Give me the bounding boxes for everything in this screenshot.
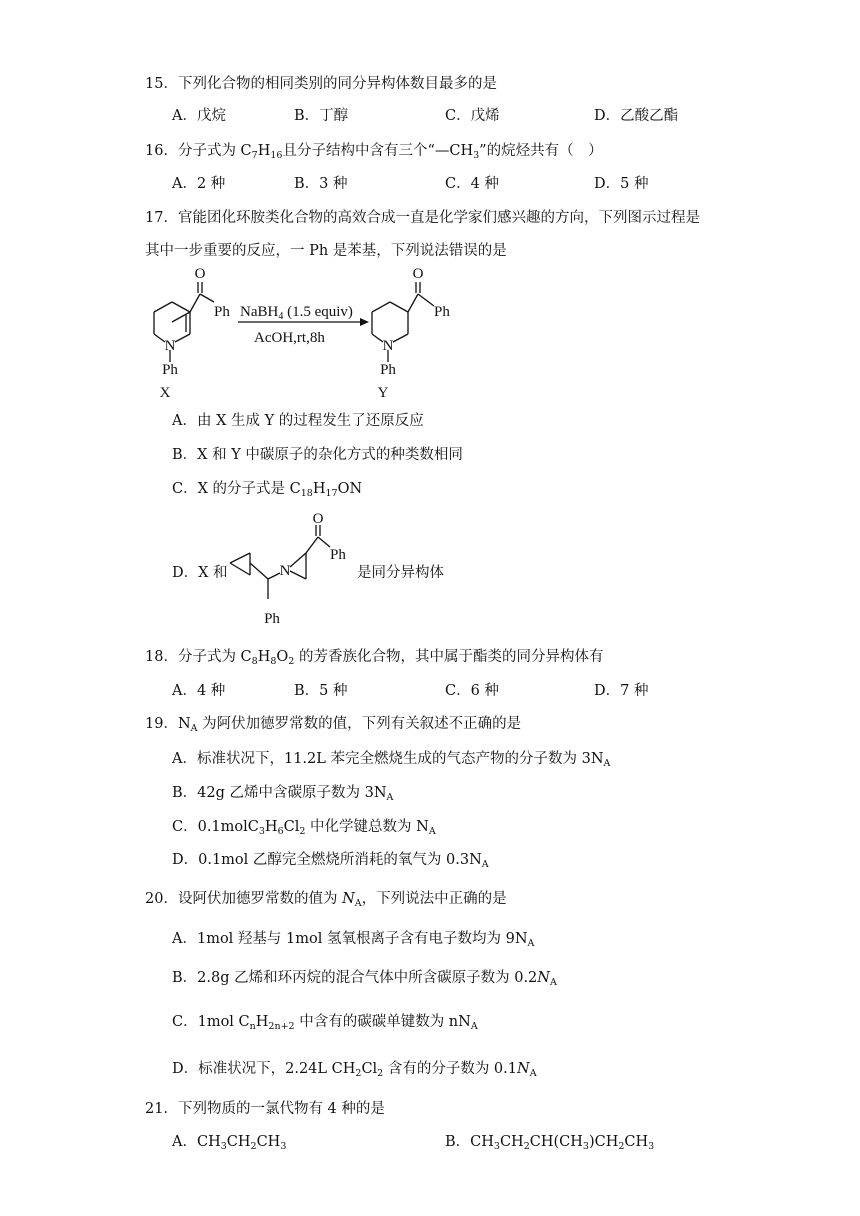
svg-text:Ph: Ph — [380, 362, 396, 378]
svg-text:AcOH,rt,8h: AcOH,rt,8h — [254, 330, 325, 346]
reaction-scheme — [140, 266, 470, 402]
q15-option-c: C．戊烯 — [445, 108, 500, 124]
question-16-stem: 16．分子式为 $C_7H_{16}$且分子结构中含有三个“$—CH_3$”的烷烃共有（ ） — [145, 143, 603, 161]
svg-text:Ph: Ph — [330, 547, 346, 563]
question-15-stem: 15．下列化合物的相同类别的同分异构体数目最多的是 — [145, 76, 497, 92]
q17-option-d-suffix: 是同分异构体 — [357, 565, 444, 581]
q15-option-b: B．丁醇 — [294, 108, 349, 124]
q20-option-c: C．1mol $C_nH_{2n+2}$ 中含有的碳碳单键数为 $nN_A$ — [172, 1014, 478, 1032]
q18-option-b: B．5 种 — [294, 683, 348, 699]
q16-option-a: A．2 种 — [172, 176, 226, 192]
isomer-structure — [226, 513, 356, 629]
q19-option-b: B．42g 乙烯中含碳原子数为 $3N_A$ — [172, 785, 394, 803]
question-18-stem: 18．分子式为 $C_8H_8O_2$ 的芳香族化合物，其中属于酯类的同分异构体有 — [145, 649, 604, 667]
question-17-stem-line2: 其中一步重要的反应，一 Ph 是苯基，下列说法错误的是 — [145, 243, 507, 259]
q16-option-b: B．3 种 — [294, 176, 348, 192]
svg-text:O: O — [312, 513, 324, 527]
question-17-stem-line1: 17．官能团化环胺类化合物的高效合成一直是化学家们感兴趣的方向，下列图示过程是 — [145, 210, 700, 226]
question-21-stem: 21．下列物质的一氯代物有 4 种的是 — [145, 1101, 385, 1117]
svg-text:Ph: Ph — [264, 611, 280, 627]
q18-option-a: A．4 种 — [172, 683, 226, 699]
question-19-stem: 19．$N_A$ 为阿伏加德罗常数的值，下列有关叙述不正确的是 — [145, 716, 522, 734]
q16-option-d: D．5 种 — [594, 176, 649, 192]
svg-text:N: N — [164, 338, 176, 354]
q18-option-c: C．6 种 — [445, 683, 499, 699]
svg-text:N: N — [279, 563, 291, 579]
q17-option-b: B．X 和 Y 中碳原子的杂化方式的种类数相同 — [172, 447, 463, 463]
q15-option-d: D．乙酸乙酯 — [594, 108, 679, 124]
q19-option-c: C．$0.1molC_3H_6Cl_2$ 中化学键总数为 $N_A$ — [172, 819, 436, 837]
q19-option-a: A．标准状况下，11.2L 苯完全燃烧生成的气态产物的分子数为 $3N_A$ — [172, 751, 611, 769]
q20-option-d: D．标准状况下，2.24L $CH_2Cl_2$ 含有的分子数为 $0.1N_A$ — [172, 1061, 537, 1079]
q20-option-a: A．1mol 羟基与 1mol 氢氧根离子含有电子数均为 $9N_A$ — [172, 931, 535, 949]
q17-option-c: C．X 的分子式是 $C_{18}H_{17}ON$ — [172, 481, 363, 499]
q18-option-d: D．7 种 — [594, 683, 649, 699]
svg-text:O: O — [194, 266, 206, 282]
svg-text:N: N — [382, 338, 394, 354]
svg-text:O: O — [412, 266, 424, 282]
q17-option-a: A．由 X 生成 Y 的过程发生了还原反应 — [172, 413, 424, 429]
q19-option-d: D．0.1mol 乙醇完全燃烧所消耗的氧气为 $0.3N_A$ — [172, 852, 489, 870]
q21-option-b: B．$CH_3CH_2CH(CH_3)CH_2CH_3$ — [445, 1134, 655, 1152]
svg-text:Ph: Ph — [214, 304, 230, 320]
q16-option-c: C．4 种 — [445, 176, 499, 192]
svg-text:Y: Y — [377, 385, 389, 401]
svg-text:Ph: Ph — [162, 362, 178, 378]
q17-option-d-prefix: D．X 和 — [172, 565, 228, 581]
svg-text:X: X — [159, 385, 171, 401]
q15-option-a: A．戊烷 — [172, 108, 226, 124]
q20-option-b: B．2.8g 乙烯和环丙烷的混合气体中所含碳原子数为 $0.2N_A$ — [172, 970, 557, 988]
svg-text:Ph: Ph — [434, 304, 450, 320]
svg-text:NaBH4 (1.5 equiv): NaBH$_4$ (1.5 equiv) — [240, 304, 353, 322]
q21-option-a: A．$CH_3CH_2CH_3$ — [172, 1134, 287, 1152]
question-20-stem: 20．设阿伏加德罗常数的值为 $N_A$，下列说法中正确的是 — [145, 891, 507, 909]
